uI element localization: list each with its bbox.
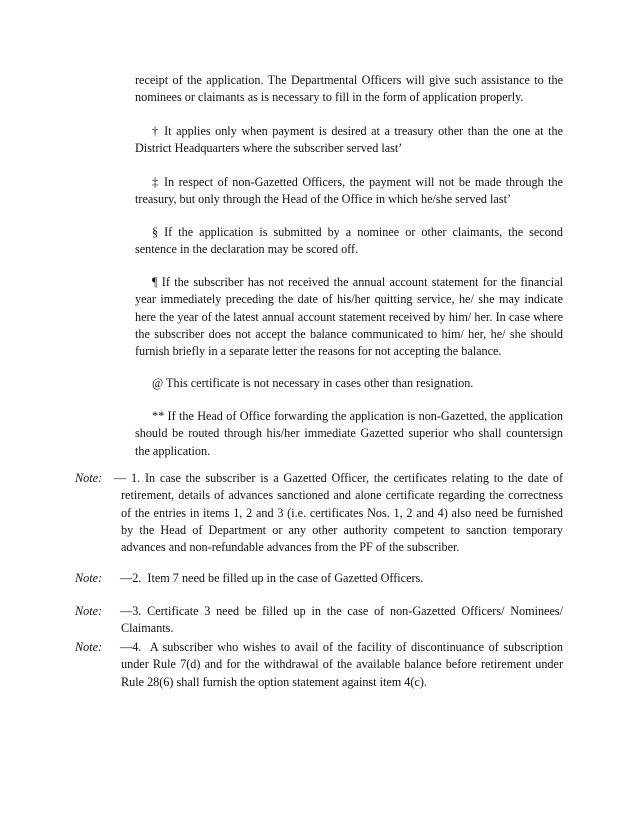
paragraph-application-receipt: receipt of the application. The Departmental Officers will give such assistance to the nominees or claimants as is necessary to fill in the form of application properly. [135, 73, 563, 105]
note-3 [75, 603, 563, 638]
paragraph-at-footnote: @ This certificate is not necessary in cases other than resignation. [152, 376, 474, 390]
note-2 [75, 570, 563, 587]
note-text: Item 7 need be filled up in the case of Gazetted Officers. [147, 571, 424, 585]
paragraph-double-asterisk-footnote: ** If the Head of Office forwarding the application is non-Gazetted, the application should be routed through his/her immediate Gazetted superior who shall countersign the application. [135, 409, 563, 458]
paragraph-pilcrow-footnote: ¶ If the subscriber has not received the annual account statement for the financial year immediately preceding the date of his/her quitting service, he/ she may indicate here the year of the latest annual account statement received by him/ her. In case where the subscriber does not accept the balance communicated to him/ her, he/ she should furnish briefly in a separate letter the reasons for not accepting the balance. [135, 275, 563, 359]
paragraph-double-dagger-footnote: ‡ In respect of non-Gazetted Officers, the payment will not be made through the treasury, but only through the Head of the Office in which he/she served last’ [135, 175, 563, 207]
note-number: — 1. [114, 471, 141, 485]
note-4 [75, 639, 563, 691]
note-label: Note: [75, 571, 103, 585]
note-text: A subscriber who wishes to avail of the facility of discontinuance of subscription under Rule 7(d) and for the withdrawal of the available balance before retirement under Rule 28(6) shall furnish the option statement against item 4(c). [121, 640, 564, 689]
note-1 [75, 470, 563, 556]
note-number: —2. [120, 571, 142, 585]
paragraph-section-footnote: § If the application is submitted by a nominee or other claimants, the second sentence in the declaration may be scored off. [135, 225, 563, 257]
note-label: Note: [75, 604, 103, 618]
note-body [114, 470, 564, 556]
paragraph-dagger-footnote: † It applies only when payment is desired at a treasury other than the one at the District Headquarters where the subscriber served last’ [135, 124, 563, 156]
note-text: Certificate 3 need be filled up in the case of non-Gazetted Officers/ Nominees/ Claimants. [121, 604, 564, 636]
note-body [121, 639, 563, 691]
note-text: In case the subscriber is a Gazetted Officer, the certificates relating to the date of retirement, details of advances sanctioned and alone certificate regarding the correctness of the entries in items 1, 2 and 3 (i.e. certificates Nos. 1, 2 and 4) also need be furnished by the Head of Department or any other authority competent to sanction temporary advances and non-refundable advances from the PF of the subscriber. [121, 471, 564, 555]
note-number: —4. [120, 640, 142, 654]
note-body [121, 570, 563, 587]
note-number: —3. [120, 604, 142, 618]
note-label: Note: [75, 471, 103, 485]
note-body [121, 603, 563, 638]
note-label: Note: [75, 640, 103, 654]
